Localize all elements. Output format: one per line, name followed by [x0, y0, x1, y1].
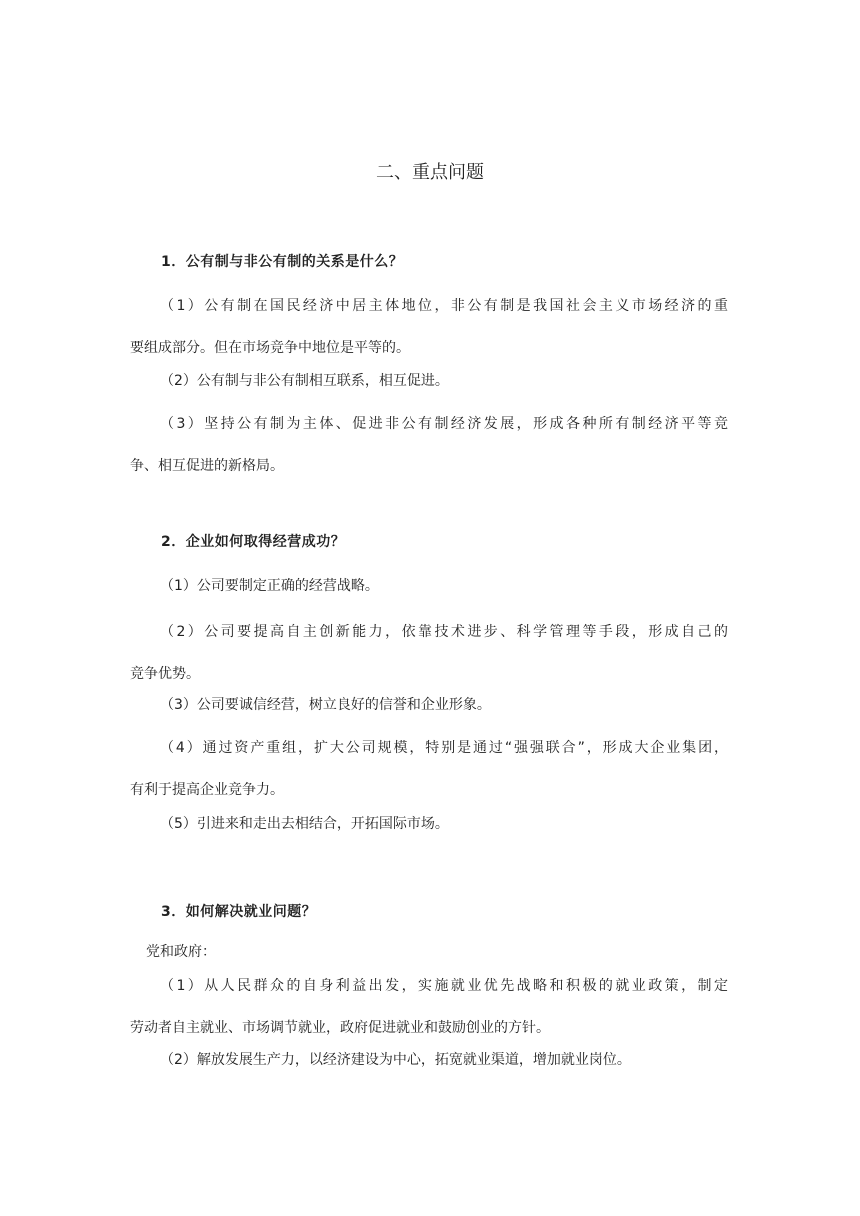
section-3-heading: 3．如何解决就业问题？ [161, 904, 317, 920]
section-1-line-1: （1）公有制在国民经济中居主体地位，非公有制是我国社会主义市场经济的重 [160, 298, 728, 314]
section-1-line-3: （2）公有制与非公有制相互联系，相互促进。 [160, 373, 449, 389]
section-2-heading: 2．企业如何取得经营成功？ [161, 534, 346, 550]
section-1-line-4: （3）坚持公有制为主体、促进非公有制经济发展，形成各种所有制经济平等竞 [160, 416, 728, 432]
section-2-line-7: （5）引进来和走出去相结合，开拓国际市场。 [160, 816, 449, 832]
section-3-line-3: 劳动者自主就业、市场调节就业，政府促进就业和鼓励创业的方针。 [130, 1020, 550, 1036]
section-1-line-2: 要组成部分。但在市场竞争中地位是平等的。 [130, 340, 410, 356]
section-1-line-5: 争、相互促进的新格局。 [130, 458, 284, 474]
page-title: 二、重点问题 [376, 162, 484, 183]
section-1-heading: 1．公有制与非公有制的关系是什么？ [161, 254, 404, 270]
section-2-line-6: 有利于提高企业竞争力。 [130, 782, 284, 798]
section-2-line-1: （1）公司要制定正确的经营战略。 [160, 578, 379, 594]
section-3-line-2: （1）从人民群众的自身利益出发，实施就业优先战略和积极的就业政策，制定 [160, 978, 728, 994]
section-2-line-5: （4）通过资产重组，扩大公司规模，特别是通过“强强联合”，形成大企业集团， [160, 740, 728, 756]
section-2-line-2: （2）公司要提高自主创新能力，依靠技术进步、科学管理等手段，形成自己的 [160, 624, 728, 640]
section-3-line-4: （2）解放发展生产力，以经济建设为中心，拓宽就业渠道，增加就业岗位。 [160, 1052, 631, 1068]
section-3-line-1: 党和政府： [146, 944, 216, 960]
section-2-line-3: 竞争优势。 [130, 666, 200, 682]
section-2-line-4: （3）公司要诚信经营，树立良好的信誉和企业形象。 [160, 697, 491, 713]
